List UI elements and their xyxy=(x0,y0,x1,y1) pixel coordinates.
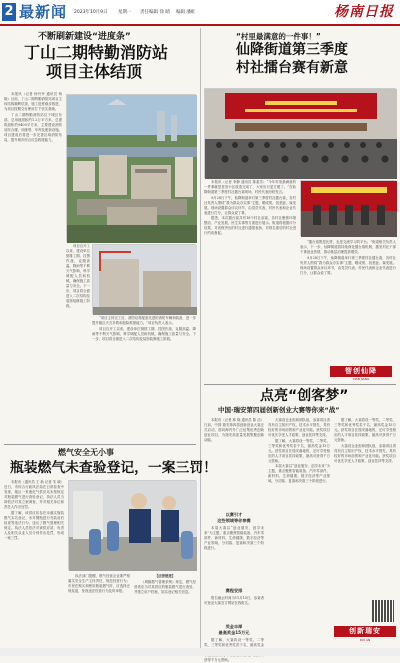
section-tag-ruian: 创新瑞安 xyxy=(334,626,396,637)
story1-paragraph: 丁山二期特勤消防站位于城区东部，总用地面积约1.2万平方米，总建筑面积约9400平方米，主要建设消防站综合楼、训练塔、车库及配套设施。项目建成后将进一步完善区域消防布局，提升城市综合应急救援能力。 xyxy=(4,112,62,142)
story1-body-col2 xyxy=(66,244,90,442)
story4-headline: 点亮“创客梦” xyxy=(260,388,349,404)
story3-paragraph: 本报讯（记者 李静 通讯员 陈素芳）“今年村里最满意的一件事就是老旧小区改造完成了，大家出行更方便了。”在仙降街道第三季度村社擂台赛现场，村民代表纷纷发言。 xyxy=(204,180,296,194)
meeting-hall-photo xyxy=(204,88,396,178)
gas-inspection-photo xyxy=(68,480,196,570)
story2-subhead: 【法律链接】 xyxy=(154,574,176,578)
story1-body-col1 xyxy=(4,92,62,442)
story4-body-col1 xyxy=(204,418,264,510)
editor-credit: 责任编辑 徐 晴 xyxy=(140,10,170,15)
section-tag-ruian-sub: RUI AN xyxy=(359,638,371,642)
section-tag-xianjiang: 智创仙降 xyxy=(330,366,392,377)
story4-paragraph: 报名截止时间为11月15日，参赛者可登录大赛官方网站在线报名。 xyxy=(204,596,264,605)
story1-paragraph: 本报讯（记者 杨丹丹 通讯员 杨晓）目前，丁山二期特勤消防站项目主体结构顺利结顶，施工进度稳步推进，为项目按期交付使用打下坚实基础。 xyxy=(4,92,62,111)
masthead xyxy=(0,0,400,26)
award-ceremony-photo xyxy=(300,180,396,236)
story2-kicker: 燃气安全无小事 xyxy=(58,448,114,457)
story-separator xyxy=(204,384,396,385)
story3-paragraph: “擂台赛既是比拼，也是交流学习的平台。”街道相关负责人表示，下一步，仙降街道将持续深化擂台赛机制，激发村社干部干事创业热情，推动基层治理提质增效。 xyxy=(300,240,396,254)
story1-kicker: 不断刷新建设“进度条” xyxy=(38,32,131,42)
story4-body-col3 xyxy=(334,418,396,588)
story4-body-col1d xyxy=(204,638,264,662)
story3-paragraph: 9月28日下午，仙降街道举行第三季度村社擂台赛，各村社负责人围绕“我为群众办实事”主题，晒成绩、找差距、谋发展。现场设置群众评议环节，由党员代表、村民代表和企业代表进行打分，让群众说了算。 xyxy=(204,195,296,215)
story4-subhead-3b: 最高奖金15万元 xyxy=(218,630,250,635)
story4-body-col1b xyxy=(204,526,264,586)
fire-station-construction-photo xyxy=(92,244,196,314)
story4-subhead-1b: 这些领域等你参赛 xyxy=(217,518,251,523)
story3-kicker: “村里最满意的一件事！” xyxy=(236,32,321,41)
column-divider xyxy=(200,28,201,648)
story4-paragraph: 本届大赛以“创业瑞安、创享未来”为主题，重点聚焦智能装备、汽车零部件、新材料、生命健康、数字经济等产业领域，分初赛、复赛和决赛三个阶段进行。 xyxy=(204,526,264,550)
story1-paragraph: “项目主体完工后，消防站将配备先进的消防车辆和装备，进一步提升辖区火灾扑救和抢险救援能力。”项目负责人表示。 xyxy=(92,316,196,325)
qr-code xyxy=(372,600,394,622)
story3-paragraph: 9月28日下午，仙降街道举行第三季度村社擂台赛，各村社负责人围绕“我为群众办实事”主题，晒成绩、找差距、谋发展。现场设置群众评议环节，由党员代表、村民代表和企业代表进行打分，让群众说了算。 xyxy=(300,255,396,275)
fire-station-aerial-photo xyxy=(66,94,196,242)
page-footer xyxy=(0,648,400,656)
story1-paragraph: 项目自开工以来，建设单位倒排工期、挂图作战，克服高温、降雨等不利天气影响，科学调配人员和机械，确保施工质量与安全。下一步，项目将全面进入二次结构及装饰装修施工阶段。 xyxy=(92,326,196,341)
story1-paragraph: 项目自开工以来，建设单位倒排工期、挂图作战，克服高温、降雨等不利天气影响，科学调配人员和机械，确保施工质量与安全。下一步，项目将全面进入二次结构及装饰装修施工阶段。 xyxy=(66,244,90,308)
page-number: 2 xyxy=(2,3,16,21)
story4-paragraph: 据了解，大赛将设一等奖、二等奖、三等奖和优秀奖若干名，最高奖金15万元。获奖项目在瑞安落地的，还可享受相应的人才项目扶持政策，最高可获得千万元资助。 xyxy=(334,418,396,442)
story3-body-col1 xyxy=(204,180,296,364)
story2-body-col1 xyxy=(4,480,64,646)
story2-paragraph: 本报讯（通讯员 王 新 记者 朱 晓）近日，市综合行政执法局在日常检查中发现，辖区一家液化气供应站未按规定对瓶装燃气进行查验登记，执法人员当即依法对其立案调查，并对相关单位和责任人作出处罚。 xyxy=(4,480,64,509)
story3-paragraph: 据悉，本次擂台赛共有18个村社参赛，各村社聚焦环境整治、产业发展、民生实事等方面进行展示。街道将根据评分结果，对表现突出的村社进行通报表扬，对排名靠后的村社进行约谈督促。 xyxy=(204,216,296,235)
section-name: 最新闻 xyxy=(19,3,68,21)
story3-body-col2 xyxy=(300,240,396,364)
weekday: 星期一 xyxy=(118,10,132,15)
story4-paragraph: 本报讯（记者 林 晓 通讯员 陈 洁）日前，中国·瑞安第四届创新创业大赛正式启动，面向海内外广泛征集优秀创新创业项目，为瑞安高质量发展集聚创新动能。 xyxy=(204,418,264,442)
story1-headline-line1: 丁山二期特勤消防站 xyxy=(24,43,169,62)
story4-paragraph: 据了解，大赛将设一等奖、二等奖、三等奖和优秀奖若干名，最高奖金 获得千万元资助。 xyxy=(204,638,264,662)
story1-headline-line2: 项目主体结顶 xyxy=(46,62,143,81)
story4-subhead-2: 赛程安排 xyxy=(225,588,243,593)
story2-paragraph: 《城镇燃气管理条例》规定，燃气经营者应当对其供应的瓶装燃气进行查验，并建立用户档案，如实登记相关信息。 xyxy=(134,579,196,594)
issue-date: 2023年10月9日 xyxy=(74,10,108,15)
story2-paragraph: 执法部门提醒，燃气经营企业要严格落实安全生产主体责任，规范经营行为；市民在购买和使用瓶装燃气时，应选择正规渠道，发现违法经营行为及时举报。 xyxy=(68,574,130,593)
story-separator xyxy=(4,444,196,445)
story4-body-col1c xyxy=(204,596,264,622)
newspaper-logo: 杨南日报 xyxy=(334,4,394,20)
designer-credit: 编辑 潘虹 xyxy=(176,10,196,15)
story2-body-col3 xyxy=(134,574,196,646)
story1-body-col3 xyxy=(92,316,196,442)
story4-paragraph: 大赛设企业组和团队组，参赛项目须具有自主知识产权，技术水平领先，具有较好的市场前景和产业化可能。获奖项目可优先享受人才政策、创业扶持等支持。 xyxy=(268,418,330,437)
story4-subheadline: 中国·瑞安第四届创新创业大赛等你来“战” xyxy=(218,406,340,414)
story3-headline-line1: 仙降街道第三季度 xyxy=(236,42,348,58)
story4-paragraph: 本届大赛以“创业瑞安、创享未来”为主题，重点聚焦智能装备、汽车零部件、新材料、生命健康、数字经济等产业领域，分初赛、复赛和决赛三个阶段进行。 xyxy=(268,464,330,483)
story3-headline-line2: 村社擂台赛有新意 xyxy=(236,60,348,76)
story4-paragraph: 大赛设企业组和团队组，参赛项目须具有自主知识产权，技术水平领先，具有较好的市场前景和产业化可能。获奖项目可优先享受人才政策、创业扶持等支持。 xyxy=(334,443,396,463)
story4-subhead-3: 奖金丰厚 xyxy=(225,624,243,629)
story4-paragraph: 据了解，大赛将设一等奖、二等奖、三等奖和优秀奖若干名，最高奖金15万元。获奖项目在瑞安落地的，还可享受相应的人才项目扶持政策，最高可获得千万元资助。 xyxy=(268,438,330,463)
section-tag-xianjiang-sub: XIAN JIANG xyxy=(352,377,370,381)
story4-subhead-1: 以赛引才 xyxy=(225,512,243,517)
story2-headline: 瓶装燃气未查验登记，一案三罚！ xyxy=(10,460,217,476)
story4-body-col2 xyxy=(268,418,330,646)
story2-paragraph: 据了解，该供应站存在未落实瓶装燃气实名登记、未对钢瓶进行充装前后检查等违法行为，违反了燃气管理相关规定。执法人员依法对该供应站、负责人及相关从业人员分别作出处罚，形成一案三罚。 xyxy=(4,510,64,540)
story2-body-col2 xyxy=(68,574,130,646)
